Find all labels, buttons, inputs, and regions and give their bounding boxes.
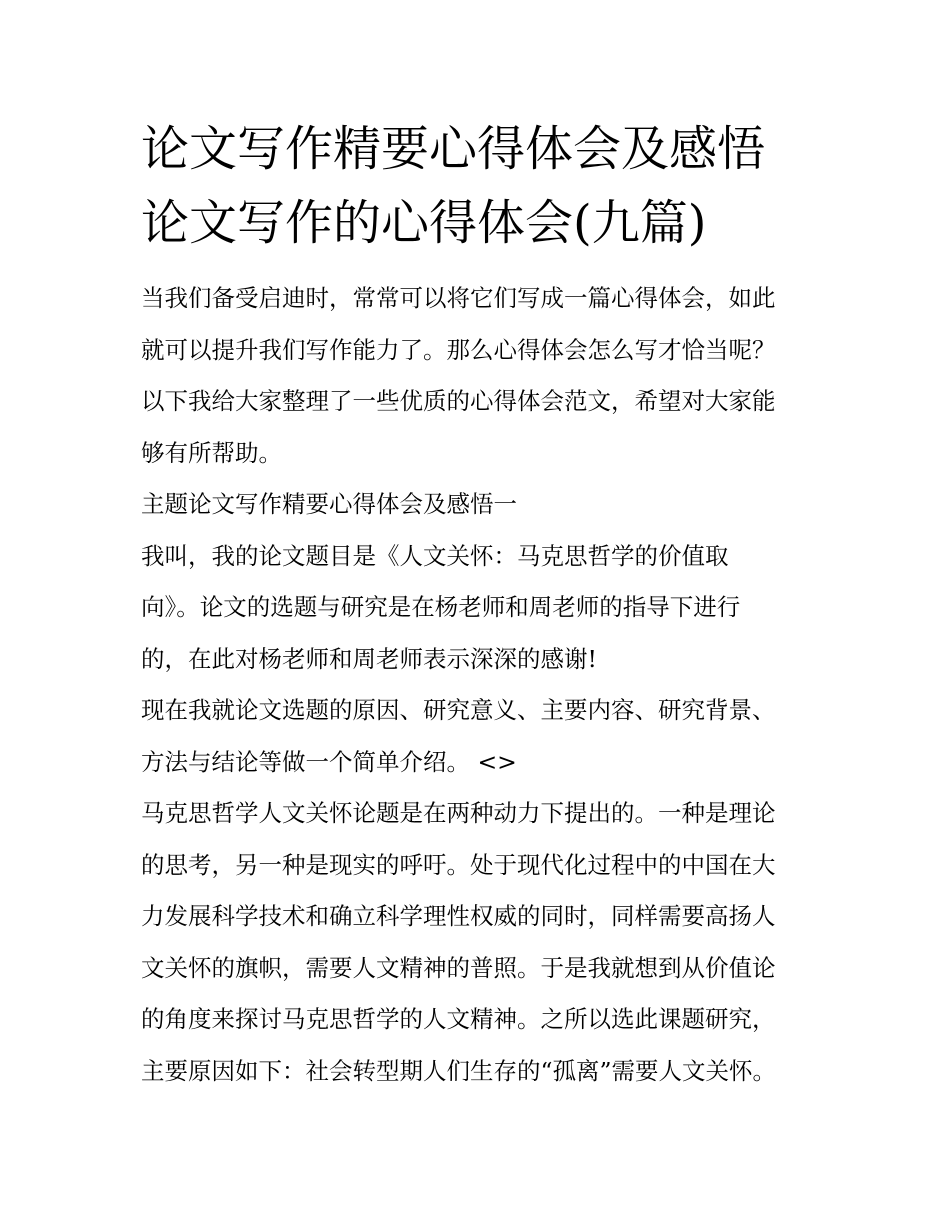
title-line: 论文写作精要心得体会及感悟 — [141, 121, 766, 177]
body-line: 够有所帮助。 — [141, 438, 282, 467]
title-line: 论文写作的心得体会(九篇) — [141, 195, 707, 251]
document-title — [141, 112, 841, 260]
body-line: 的思考，另一种是现实的呼吁。处于现代化过程中的中国在大 — [141, 850, 776, 879]
body-line: 方法与结论等做一个简单介绍。 <> — [141, 747, 517, 776]
body-line: 向》。论文的选题与研究是在杨老师和周老师的指导下进行 — [141, 593, 741, 621]
body-line: 的，在此对杨老师和周老师表示深深的感谢! — [141, 644, 597, 673]
body-line: 当我们备受启迪时，常常可以将它们写成一篇心得体会，如此 — [141, 284, 776, 312]
body-line: 文关怀的旗帜，需要人文精神的普照。于是我就想到从价值论 — [141, 953, 776, 982]
body-line: 力发展科学技术和确立科学理性权威的同时，同样需要高扬人 — [141, 902, 776, 930]
section-heading: 主题论文写作精要心得体会及感悟一 — [141, 490, 517, 518]
body-line: 以下我给大家整理了一些优质的心得体会范文，希望对大家能 — [141, 387, 776, 415]
body-line: 现在我就论文选题的原因、研究意义、主要内容、研究背景、 — [141, 696, 776, 724]
document-body — [141, 273, 821, 1097]
body-line: 的角度来探讨马克思哲学的人文精神。之所以选此课题研究， — [141, 1005, 776, 1033]
body-line: 就可以提升我们写作能力了。那么心得体会怎么写才恰当呢？ — [141, 335, 776, 364]
body-line: 我叫，我的论文题目是《人文关怀：马克思哲学的价值取 — [141, 541, 729, 570]
body-line: 主要原因如下：社会转型期人们生存的“孤离”需要人文关怀。 — [141, 1056, 777, 1085]
body-line: 马克思哲学人文关怀论题是在两种动力下提出的。一种是理论 — [141, 799, 776, 827]
